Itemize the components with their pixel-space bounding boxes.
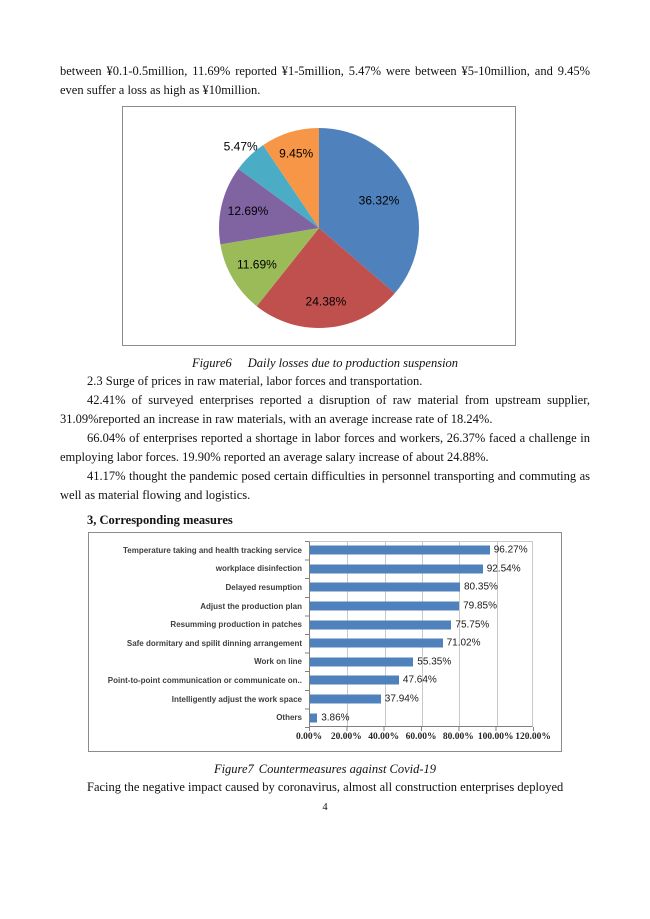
x-axis-tick-label: 120.00% <box>515 732 551 742</box>
bar-chart <box>89 541 561 727</box>
bar-track <box>309 615 533 634</box>
section-3-heading: 3, Corresponding measures <box>87 513 233 527</box>
bar-chart-row <box>89 690 561 709</box>
bar-category-label: workplace disinfection <box>215 564 302 574</box>
bar-chart-x-axis-labels <box>295 731 551 745</box>
bar-category-label: Intelligently adjust the work space <box>171 694 302 704</box>
x-axis-tick-label: 100.00% <box>477 732 514 742</box>
bar <box>310 620 451 629</box>
pie-slice-label: 11.69% <box>236 257 277 272</box>
bar-category-label: Delayed resumption <box>225 582 302 592</box>
bar-track <box>309 578 533 597</box>
bar-track <box>309 597 533 616</box>
bar-value-label: 3.86% <box>321 712 350 724</box>
bar-category-label: Adjust the production plan <box>200 601 302 611</box>
bar-category-label: Temperature taking and health tracking service <box>122 545 302 555</box>
bar <box>310 657 413 666</box>
bar-track <box>309 671 533 690</box>
intro-paragraph: between ¥0.1-0.5million, 11.69% reported ¥1-5million, 5.47% were between ¥5-10million, and 9.45% even suffer a loss as high as ¥10million. <box>60 64 590 97</box>
page-number: 4 <box>322 802 328 813</box>
bar-value-label: 80.35% <box>464 581 498 593</box>
figure7-caption-label: Figure7 <box>213 762 254 776</box>
bar-value-label: 47.64% <box>402 674 437 686</box>
figure7-caption <box>60 761 590 778</box>
bar-chart-rows <box>89 541 561 727</box>
raw-material-paragraph: 42.41% of surveyed enterprises reported a disruption of raw material from upstream supplier, 31.09%reported an increase in raw materials, with an average increase rate of 18.24%. <box>60 393 590 426</box>
x-axis-tick-label: 40.00% <box>368 732 400 742</box>
pie-slice-label: 9.45% <box>279 146 314 161</box>
bar-category-label: Work on line <box>254 657 302 667</box>
bar-value-label: 37.94% <box>384 693 419 705</box>
bar <box>310 602 459 611</box>
bar <box>310 546 490 555</box>
figure6-frame <box>122 106 516 346</box>
bar-value-label: 71.02% <box>446 637 481 649</box>
bar-chart-row <box>89 653 561 672</box>
x-axis-tick-label: 20.00% <box>330 732 362 742</box>
bar-chart-row <box>89 671 561 690</box>
bar-category-label: Point-to-point communication or communicate on.. <box>107 675 302 685</box>
figure6-caption-label: Figure6 <box>191 356 232 370</box>
bar-chart-row <box>89 615 561 634</box>
bar <box>310 713 317 722</box>
bar-track <box>309 690 533 709</box>
bar-chart-row <box>89 541 561 560</box>
pie-slice-label: 5.47% <box>223 139 258 154</box>
bar-category-label: Others <box>276 713 302 723</box>
bar <box>310 564 483 573</box>
figure7-frame <box>88 532 562 752</box>
closing-paragraph: Facing the negative impact caused by coronavirus, almost all construction enterprises deployed <box>87 780 564 794</box>
bar-value-label: 92.54% <box>486 563 521 575</box>
x-axis-tick-label: 0.00% <box>295 732 323 742</box>
bar-track <box>309 708 533 727</box>
bar <box>310 639 443 648</box>
bar-value-label: 96.27% <box>493 544 528 556</box>
bar-track <box>309 560 533 579</box>
bar <box>310 583 460 592</box>
bar-chart-row <box>89 560 561 579</box>
bar-track <box>309 541 533 560</box>
bar-value-label: 75.75% <box>455 619 490 631</box>
figure6-caption <box>60 355 590 372</box>
bar-track <box>309 653 533 672</box>
bar-track <box>309 634 533 653</box>
transport-paragraph: 41.17% thought the pandemic posed certain difficulties in personnel transporting and commuting as well as material flowing and logistics. <box>60 469 590 502</box>
section-2-3-paragraph: 2.3 Surge of prices in raw material, labor forces and transportation. <box>87 374 423 388</box>
labor-paragraph: 66.04% of enterprises reported a shortage in labor forces and workers, 26.37% faced a challenge in employing labor forces. 19.90% reported an average salary increase of about 24.88%. <box>60 431 590 464</box>
bar <box>310 695 381 704</box>
bar-chart-row <box>89 708 561 727</box>
pie-slice-label: 24.38% <box>305 294 347 309</box>
pie-chart <box>123 107 515 345</box>
bar-value-label: 55.35% <box>417 656 452 668</box>
x-axis-tick-label: 60.00% <box>405 732 437 742</box>
x-axis-tick-label: 80.00% <box>442 732 474 742</box>
bar-value-label: 79.85% <box>463 600 498 612</box>
pie-slice-label: 12.69% <box>227 204 269 218</box>
bar-chart-row <box>89 578 561 597</box>
figure7-caption-text: Countermeasures against Covid-19 <box>258 762 437 776</box>
bar-category-label: Safe dormitary and spilit dinning arrangement <box>126 638 302 648</box>
figure6-caption-text: Daily losses due to production suspension <box>247 356 459 370</box>
bar-chart-row <box>89 597 561 616</box>
bar-chart-row <box>89 634 561 653</box>
pie-slice-label: 36.32% <box>358 193 400 208</box>
bar <box>310 676 399 685</box>
bar-category-label: Resumming production in patches <box>170 620 302 630</box>
